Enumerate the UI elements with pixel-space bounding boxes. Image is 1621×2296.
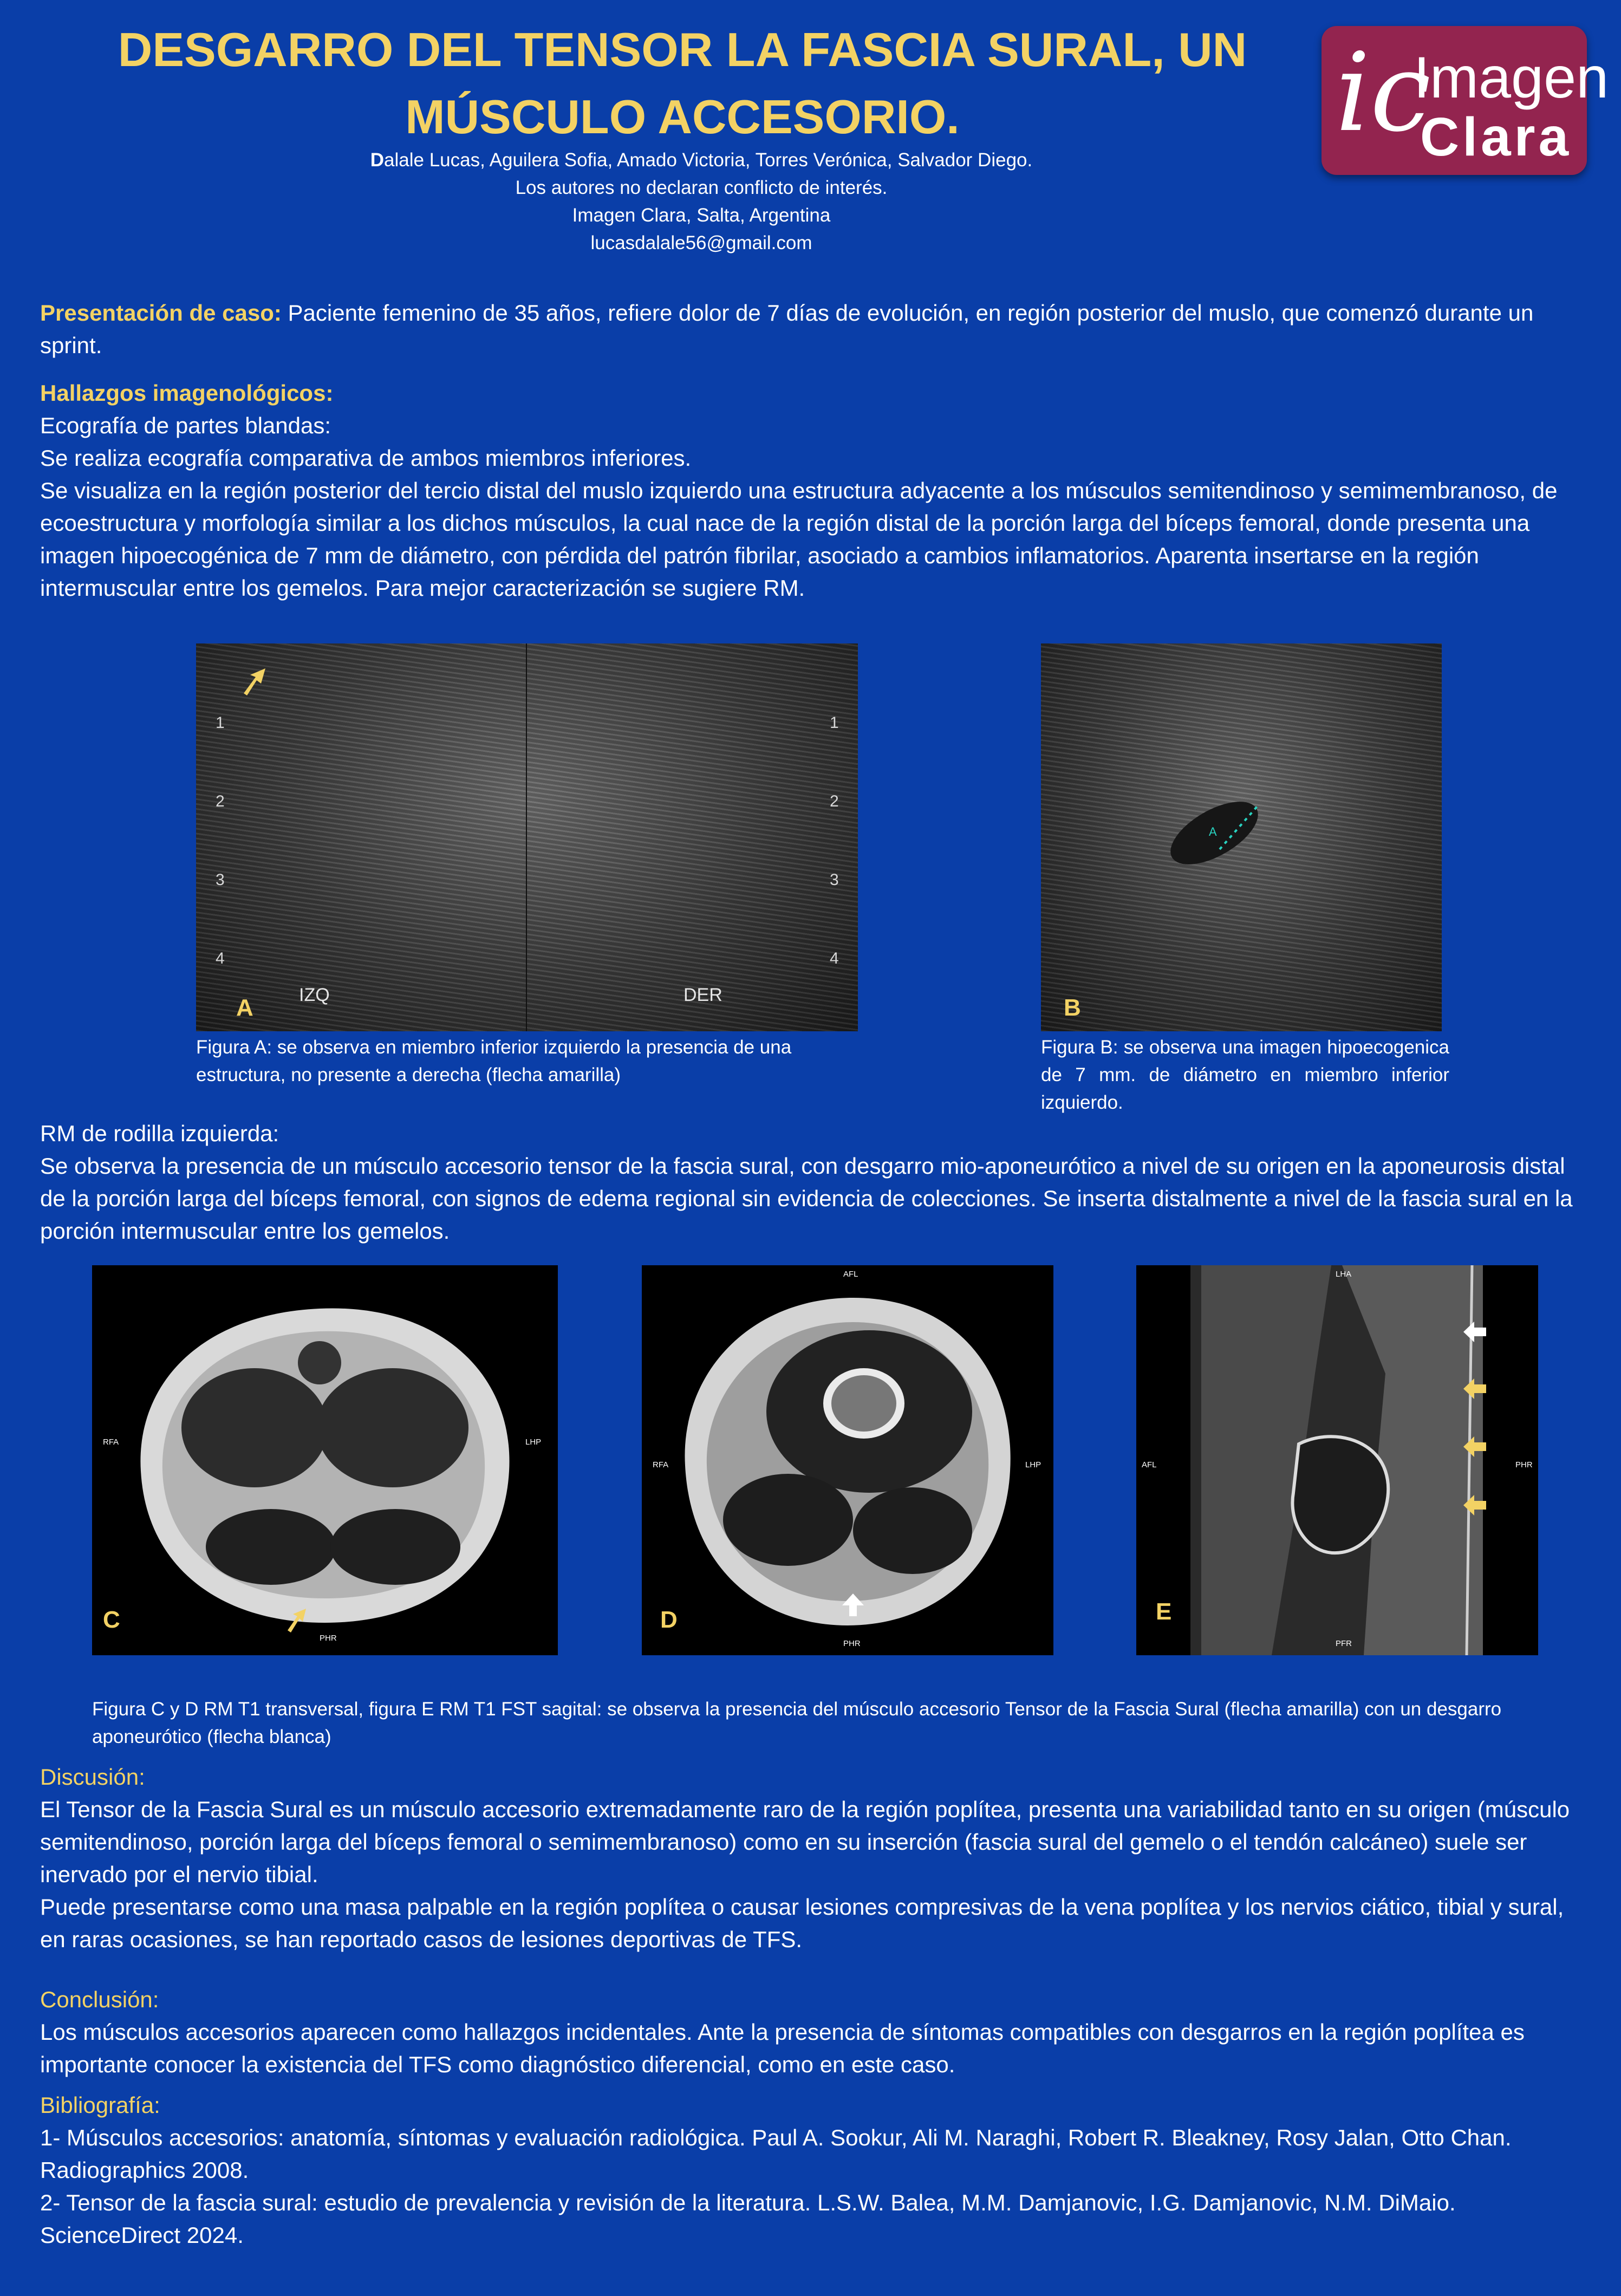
logo-word-imagen: Imagen <box>1414 44 1609 110</box>
discussion-paragraph-1: El Tensor de la Fascia Sural es un músculo accesorio extremadamente raro de la región poplítea, presenta una variabilidad tanto en su origen (músculo semitendinoso, porción larga del bíceps femoral o semimembranoso) como en su inserción (fascia sural del gemelo o el tendón calcáneo) suele ser inervado por el nervio tibial. <box>40 1797 1570 1887</box>
depth-tick-left: 3 <box>216 871 225 889</box>
ultrasound-subheading: Ecografía de partes blandas: <box>40 413 331 438</box>
bibliography-section <box>40 2089 1589 2252</box>
figure-a-caption: Figura A: se observa en miembro inferior izquierdo la presencia de una estructura, no presente a derecha (flecha amarilla) <box>196 1037 792 1085</box>
case-presentation <box>40 297 1589 362</box>
findings-line-2: Se visualiza en la región posterior del tercio distal del muslo izquierdo una estructura adyacente a los músculos semitendinoso y semimembranoso, de ecoestructura y morfología similar a los dichos músculos, la cual nace de la región distal de la porción larga del bíceps femoral, donde presenta una imagen hipoecogénica de 7 mm de diámetro, con pérdida del patrón fibrilar, asociado a cambios inflamatorios. Aparenta insertarse en la región intermuscular entre los gemelos. Para mejor caracterización se sugiere RM. <box>40 478 1558 601</box>
arrow-yellow-icon <box>284 1606 311 1634</box>
conflict-statement: Los autores no declaran conflicto de interés. <box>515 177 888 198</box>
figure-c-bottom-label: PHR <box>320 1634 337 1643</box>
figure-e-bottom-label: PFR <box>1336 1639 1352 1648</box>
arrow-yellow-icon <box>239 665 272 698</box>
author-names: alale Lucas, Aguilera Sofia, Amado Victoria, Torres Verónica, Salvador Diego. <box>384 149 1033 171</box>
arrow-white-icon <box>839 1591 867 1618</box>
conclusion-section <box>40 1983 1589 2081</box>
figure-c-mri <box>92 1265 558 1655</box>
mri-heading: RM de rodilla izquierda: <box>40 1121 279 1146</box>
findings-line-1: Se realiza ecografía comparativa de ambos miembros inferiores. <box>40 445 692 471</box>
case-text: Paciente femenino de 35 años, refiere dolor de 7 días de evolución, en región posterior del muslo, que comenzó durante un sprint. <box>40 300 1534 358</box>
arrow-white-icon <box>1461 1319 1488 1344</box>
conclusion-heading: Conclusión: <box>40 1987 159 2012</box>
measurement-marker: A <box>1209 825 1217 838</box>
reference-1: 1- Músculos accesorios: anatomía, síntomas y evaluación radiológica. Paul A. Sookur, Ali M. Naraghi, Robert R. Bleakney, Rosy Jalan, Otto Chan. <box>40 2125 1512 2150</box>
figure-e-right-label: PHR <box>1515 1460 1533 1469</box>
figure-c-left-label: RFA <box>103 1438 119 1447</box>
mri-text: Se observa la presencia de un músculo accesorio tensor de la fascia sural, con desgarro mio-aponeurótico a nivel de su origen en la aponeurosis distal de la porción larga del bíceps femoral, con signos de edema regional sin evidencia de colecciones. Se inserta distalmente a nivel de la fascia sural en la porción intermuscular entre los gemelos. <box>40 1153 1573 1244</box>
figure-c-right-label: LHP <box>525 1438 542 1447</box>
figure-e-top-label: LHA <box>1336 1270 1352 1279</box>
findings-body <box>40 409 1589 604</box>
institution: Imagen Clara, Salta, Argentina <box>572 205 831 226</box>
figure-b-caption: Figura B: se observa una imagen hipoecogenica de 7 mm. de diámetro en miembro inferior izquierdo. <box>1041 1037 1449 1113</box>
depth-tick-left: 1 <box>216 714 225 732</box>
authors-block <box>260 146 1143 257</box>
figure-a-divider <box>526 643 527 1031</box>
author-initial: D <box>370 149 385 171</box>
discussion-heading: Discusión: <box>40 1764 145 1790</box>
depth-tick-right: 3 <box>830 871 839 889</box>
poster-title: DESGARRO DEL TENSOR LA FASCIA SURAL, UN MÚSCULO ACCESORIO. <box>118 23 1247 144</box>
logo-word-clara: Clara <box>1420 107 1572 167</box>
arrow-yellow-icon <box>1461 1493 1488 1518</box>
case-heading: Presentación de caso: <box>40 300 282 326</box>
arrow-yellow-icon <box>1461 1376 1488 1401</box>
figure-d-letter: D <box>660 1606 678 1633</box>
depth-tick-right: 1 <box>830 714 839 732</box>
figure-a-right-label: DER <box>683 985 722 1005</box>
figure-d-top-label: AFL <box>843 1270 858 1279</box>
depth-tick-left: 2 <box>216 792 225 810</box>
mri-section <box>40 1117 1589 1247</box>
bibliography-heading: Bibliografía: <box>40 2092 160 2118</box>
figures-cde-caption: Figura C y D RM T1 transversal, figura E RM T1 FST sagital: se observa la presencia del músculo accesorio Tensor de la Fascia Sural (flecha amarilla) con un desgarro aponeurótico (flecha blanca) <box>92 1699 1502 1747</box>
figure-d-right-label: LHP <box>1025 1460 1041 1469</box>
imagen-clara-logo <box>1321 26 1609 175</box>
reference-1-source: Radiographics 2008. <box>40 2157 249 2183</box>
depth-tick-right: 4 <box>830 949 839 967</box>
figure-c-anatomy <box>92 1265 558 1655</box>
figure-d-mri <box>642 1265 1053 1655</box>
figure-a-left-label: IZQ <box>299 985 330 1005</box>
discussion-section <box>40 1761 1589 1956</box>
figure-a-ultrasound <box>196 643 858 1031</box>
depth-tick-left: 4 <box>216 949 225 967</box>
reference-2-source: ScienceDirect 2024. <box>40 2222 244 2248</box>
figure-d-bottom-label: PHR <box>843 1639 861 1648</box>
discussion-paragraph-2: Puede presentarse como una masa palpable en la región poplítea o causar lesiones compresivas de la vena poplítea y los nervios ciático, tibial y sural, en raras ocasiones, se han reportado casos de lesiones deportivas de TFS. <box>40 1894 1564 1952</box>
reference-2: 2- Tensor de la fascia sural: estudio de prevalencia y revisión de la literatura. L.S.W. Balea, M.M. Damjanovic, I.G. Damjanovic, N.M. DiMaio. <box>40 2190 1456 2215</box>
figure-b-ultrasound <box>1041 643 1442 1031</box>
figure-d-left-label: RFA <box>653 1460 669 1469</box>
figure-c-letter: C <box>103 1606 120 1633</box>
lesion-measurement <box>1041 643 1442 1031</box>
figure-e-left-label: AFL <box>1142 1460 1157 1469</box>
figure-a-letter: A <box>236 994 253 1021</box>
depth-tick-right: 2 <box>830 792 839 810</box>
contact-email: lucasdalale56@gmail.com <box>590 232 812 253</box>
figure-e-letter: E <box>1156 1598 1172 1625</box>
figure-e-mri <box>1136 1265 1538 1655</box>
figure-b-letter: B <box>1064 994 1081 1021</box>
conclusion-text: Los músculos accesorios aparecen como hallazgos incidentales. Ante la presencia de síntomas compatibles con desgarros en la región poplítea es importante conocer la existencia del TFS como diagnóstico diferencial, como en este caso. <box>40 2019 1525 2077</box>
author-list <box>260 146 1143 174</box>
arrow-yellow-icon <box>1461 1434 1488 1459</box>
logo-mark: ic <box>1336 30 1431 156</box>
findings-heading: Hallazgos imagenológicos: <box>40 380 334 406</box>
